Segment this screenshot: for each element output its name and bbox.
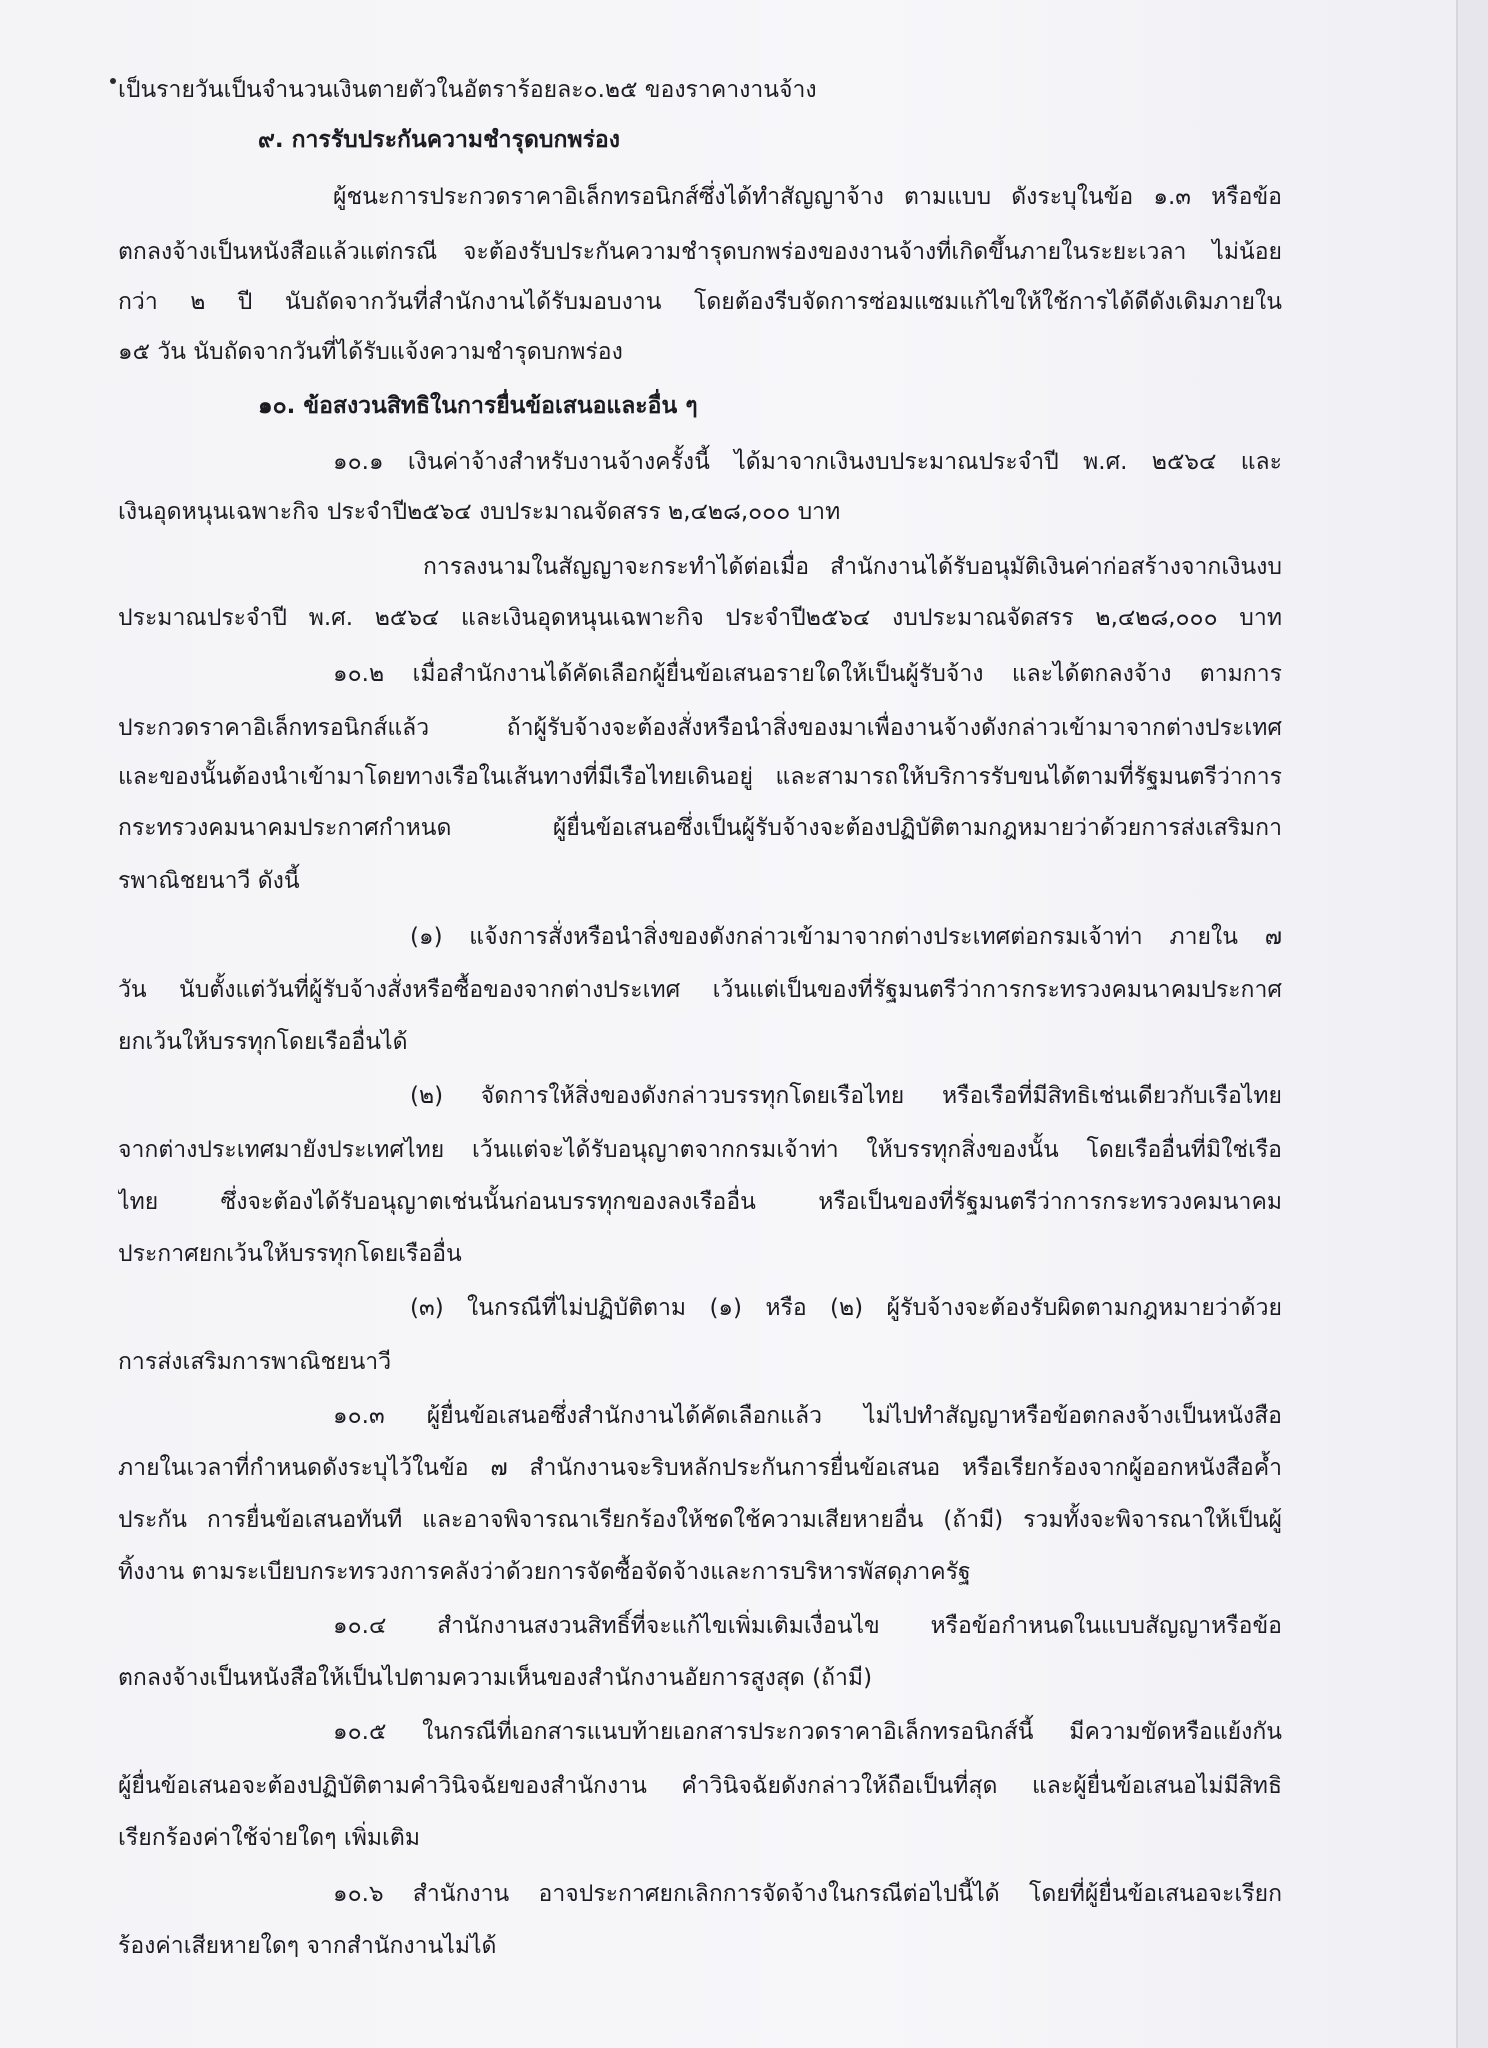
- text-line: ทิ้งงาน ตามระเบียบกระทรวงการคลังว่าด้วยการจัดซื้อจัดจ้างและการบริหารพัสดุภาครัฐ: [118, 1559, 971, 1585]
- text-line: ๑๐.๑ เงินค่าจ้างสำหรับงานจ้างครั้งนี้ ได้มาจากเงินงบประมาณประจำปี พ.ศ. ๒๕๖๔ และ: [333, 449, 1282, 475]
- text-line: ประกัน การยื่นข้อเสนอทันที และอาจพิจารณาเรียกร้องให้ชดใช้ความเสียหายอื่น (ถ้ามี) รวมทั้งจะพิจารณาให้เป็นผู้: [118, 1507, 1282, 1533]
- text-line: เงินอุดหนุนเฉพาะกิจ ประจำปี๒๕๖๔ งบประมาณจัดสรร ๒,๔๒๘,๐๐๐ บาท: [118, 499, 841, 525]
- text-line: การส่งเสริมการพาณิชยนาวี: [118, 1349, 392, 1375]
- text-line: ๑๐.๖ สำนักงาน อาจประกาศยกเลิกการจัดจ้างในกรณีต่อไปนี้ได้ โดยที่ผู้ยื่นข้อเสนอจะเรียก: [333, 1881, 1282, 1907]
- text-line: รพาณิชยนาวี ดังนี้: [118, 868, 300, 894]
- text-line: และของนั้นต้องนำเข้ามาโดยทางเรือในเส้นทางที่มีเรือไทยเดินอยู่ และสามารถให้บริการรับขนได้ตามที่รัฐมนตรีว่าการ: [118, 764, 1282, 790]
- text-line: ตกลงจ้างเป็นหนังสือให้เป็นไปตามความเห็นของสำนักงานอัยการสูงสุด (ถ้ามี): [118, 1665, 873, 1691]
- section-heading: ๙. การรับประกันความชำรุดบกพร่อง: [258, 127, 620, 153]
- text-line: (๑) แจ้งการสั่งหรือนำสิ่งของดังกล่าวเข้ามาจากต่างประเทศต่อกรมเจ้าท่า ภายใน ๗: [410, 924, 1282, 950]
- text-line: วัน นับตั้งแต่วันที่ผู้รับจ้างสั่งหรือซื้อของจากต่างประเทศ เว้นแต่เป็นของที่รัฐมนตรีว่าการกระทรวงคมนาคมประกาศ: [118, 977, 1282, 1003]
- text-line: ๑๐.๓ ผู้ยื่นข้อเสนอซึ่งสำนักงานได้คัดเลือกแล้ว ไม่ไปทำสัญญาหรือข้อตกลงจ้างเป็นหนังสือ: [333, 1403, 1282, 1429]
- text-line: เรียกร้องค่าใช้จ่ายใดๆ เพิ่มเติม: [118, 1825, 420, 1851]
- text-line: ภายในเวลาที่กำหนดดังระบุไว้ในข้อ ๗ สำนักงานจะริบหลักประกันการยื่นข้อเสนอ หรือเรียกร้องจากผู้ออกหนังสือค้ำ: [118, 1455, 1282, 1481]
- text-line: จากต่างประเทศมายังประเทศไทย เว้นแต่จะได้รับอนุญาตจากกรมเจ้าท่า ให้บรรทุกสิ่งของนั้น โดยเรืออื่นที่มิใช่เรือ: [118, 1137, 1282, 1163]
- text-line: (๓) ในกรณีที่ไม่ปฏิบัติตาม (๑) หรือ (๒) ผู้รับจ้างจะต้องรับผิดตามกฎหมายว่าด้วย: [410, 1295, 1282, 1321]
- ink-dot: [110, 78, 116, 84]
- text-line: ร้องค่าเสียหายใดๆ จากสำนักงานไม่ได้: [118, 1933, 497, 1959]
- text-line: (๒) จัดการให้สิ่งของดังกล่าวบรรทุกโดยเรือไทย หรือเรือที่มีสิทธิเช่นเดียวกับเรือไทย: [410, 1083, 1282, 1109]
- text-line: ๑๐.๕ ในกรณีที่เอกสารแนบท้ายเอกสารประกวดราคาอิเล็กทรอนิกส์นี้ มีความขัดหรือแย้งกัน: [333, 1719, 1282, 1745]
- text-line: ไทย ซึ่งจะต้องได้รับอนุญาตเช่นนั้นก่อนบรรทุกของลงเรืออื่น หรือเป็นของที่รัฐมนตรีว่าการกระทรวงคมนาคม: [118, 1189, 1282, 1215]
- text-line: ๑๕ วัน นับถัดจากวันที่ได้รับแจ้งความชำรุดบกพร่อง: [118, 339, 623, 365]
- text-line: ๑๐.๒ เมื่อสำนักงานได้คัดเลือกผู้ยื่นข้อเสนอรายใดให้เป็นผู้รับจ้าง และได้ตกลงจ้าง ตามการ: [333, 661, 1282, 687]
- text-line: ประกาศยกเว้นให้บรรทุกโดยเรืออื่น: [118, 1241, 462, 1267]
- text-line: ประมาณประจำปี พ.ศ. ๒๕๖๔ และเงินอุดหนุนเฉพาะกิจ ประจำปี๒๕๖๔ งบประมาณจัดสรร ๒,๔๒๘,๐๐๐ บาท: [118, 605, 1282, 631]
- text-line: ๑๐.๔ สำนักงานสงวนสิทธิ์ที่จะแก้ไขเพิ่มเติมเงื่อนไข หรือข้อกำหนดในแบบสัญญาหรือข้อ: [333, 1613, 1282, 1639]
- text-line: เป็นรายวันเป็นจำนวนเงินตายตัวในอัตราร้อยละ๐.๒๕ ของราคางานจ้าง: [118, 77, 817, 103]
- text-line: กระทรวงคมนาคมประกาศกำหนด ผู้ยื่นข้อเสนอซึ่งเป็นผู้รับจ้างจะต้องปฏิบัติตามกฎหมายว่าด้วยการส่งเสริมกา: [118, 815, 1282, 841]
- text-line: ประกวดราคาอิเล็กทรอนิกส์แล้ว ถ้าผู้รับจ้างจะต้องสั่งหรือนำสิ่งของมาเพื่องานจ้างดังกล่าวเข้ามาจากต่างประเทศ: [118, 715, 1282, 741]
- text-line: ตกลงจ้างเป็นหนังสือแล้วแต่กรณี จะต้องรับประกันความชำรุดบกพร่องของงานจ้างที่เกิดขึ้นภายในระยะเวลา ไม่น้อย: [118, 239, 1282, 265]
- text-line: ยกเว้นให้บรรทุกโดยเรืออื่นได้: [118, 1029, 408, 1055]
- section-heading: ๑๐. ข้อสงวนสิทธิในการยื่นข้อเสนอและอื่น ๆ: [258, 393, 698, 419]
- text-line: กว่า ๒ ปี นับถัดจากวันที่สำนักงานได้รับมอบงาน โดยต้องรีบจัดการซ่อมแซมแก้ไขให้ใช้การได้ดีดังเดิมภายใน: [118, 289, 1282, 315]
- text-line: การลงนามในสัญญาจะกระทำได้ต่อเมื่อ สำนักงานได้รับอนุมัติเงินค่าก่อสร้างจากเงินงบ: [423, 554, 1282, 580]
- text-line: ผู้ยื่นข้อเสนอจะต้องปฏิบัติตามคำวินิจฉัยของสำนักงาน คำวินิจฉัยดังกล่าวให้ถือเป็นที่สุด และผู้ยื่นข้อเสนอไม่มีสิทธิ: [118, 1773, 1282, 1799]
- text-line: ผู้ชนะการประกวดราคาอิเล็กทรอนิกส์ซึ่งได้ทำสัญญาจ้าง ตามแบบ ดังระบุในข้อ ๑.๓ หรือข้อ: [333, 184, 1282, 210]
